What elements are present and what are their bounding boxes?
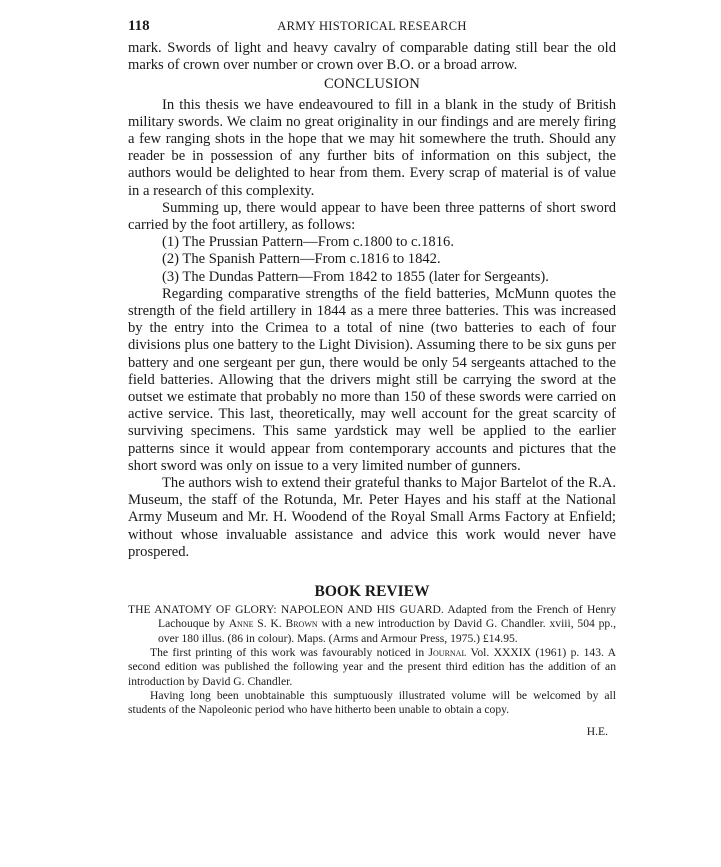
sword-patterns-list <box>128 234 616 286</box>
review-paragraph-1 <box>128 646 616 689</box>
conclusion-paragraph-4: The authors wish to extend their grateful thanks to Major Bartelot of the R.A. Museum, the staff of the Rotunda, Mr. Peter Hayes and his staff at the National Army Museum and Mr. H. Woodend of the Royal Small Arms Factory at Enfield; without whose invaluable assistance and advice this work would never have prospered. <box>128 475 616 560</box>
list-item: (2) The Spanish Pattern—From c.1816 to 1842. <box>162 251 441 268</box>
page-header <box>128 18 616 40</box>
book-reference-details: with a new introduction by David G. Chandler. xviii, 504 pp., over 180 illus. (86 in colour). Maps. (Arms and Armour Press, 1975.) £14.95. <box>158 617 616 645</box>
book-reference <box>128 603 616 646</box>
book-author: Anne S. K. Brown <box>228 617 318 631</box>
conclusion-paragraph-1: In this thesis we have endeavoured to fill in a blank in the study of British military swords. We claim no great originality in our findings and are merely firing a few ranging shots in the hope that we may hit somewhere the truth. Should any reader be in possession of any further bits of information on this subject, the authors would be delighted to hear from them. Every scrap of material is of value in a research of this complexity. <box>128 96 616 199</box>
book-reference-text: THE ANATOMY OF GLORY: NAPOLEON AND HIS GUARD. Adapted from the French of Henry Lachouque by <box>128 603 616 631</box>
list-item: (3) The Dundas Pattern—From 1842 to 1855 (later for Sergeants). <box>162 268 549 285</box>
reviewer-signature: H.E. <box>586 725 608 739</box>
journal-name: Journal <box>428 645 467 659</box>
book-review <box>128 603 616 740</box>
review-text-continued: Vol. XXXIX (1961) p. 143. A second edition was published the following year and the present third edition has the addition of an introduction by David G. Chandler. <box>128 645 616 688</box>
page-number: 118 <box>128 18 150 34</box>
running-head: ARMY HISTORICAL RESEARCH <box>277 19 467 33</box>
conclusion-heading: CONCLUSION <box>323 76 421 93</box>
list-item: (1) The Prussian Pattern—From c.1800 to c.1816. <box>162 234 454 251</box>
review-text: The first printing of this work was favourably noticed in <box>150 645 429 659</box>
conclusion-paragraph-3: Regarding comparative strengths of the field batteries, McMunn quotes the strength of the field artillery in 1844 as a mere three batteries. This was increased by the entry into the Crimea to a total of nine (two batteries to each of four divisions plus one battery to the Light Division). Assuming there to be six guns per battery and one sergeant per gun, there would be only 54 sergeants attached to the field batteries. Allowing that the drivers might still be carrying the sword at the outset we estimate that probably no more than 150 of these swords were carried on active service. This last, theoretically, may well account for the great scarcity of surviving specimens. This same yardstick may well be applied to the earlier patterns since it would appear from contemporary accounts and pictures that the short sword was only on issue to a very limited number of gunners. <box>128 285 616 474</box>
review-paragraph-2: Having long been unobtainable this sumptuously illustrated volume will be welcomed by all students of the Napoleonic period who have hitherto been unable to obtain a copy. <box>128 688 616 717</box>
book-review-heading: BOOK REVIEW <box>314 583 430 601</box>
document-page <box>128 18 616 740</box>
opening-paragraph: mark. Swords of light and heavy cavalry of comparable dating still bear the old marks of crown over number or crown over B.O. or a broad arrow. <box>128 40 616 74</box>
conclusion-paragraph-2: Summing up, there would appear to have been three patterns of short sword carried by the foot artillery, as follows: <box>128 199 616 234</box>
